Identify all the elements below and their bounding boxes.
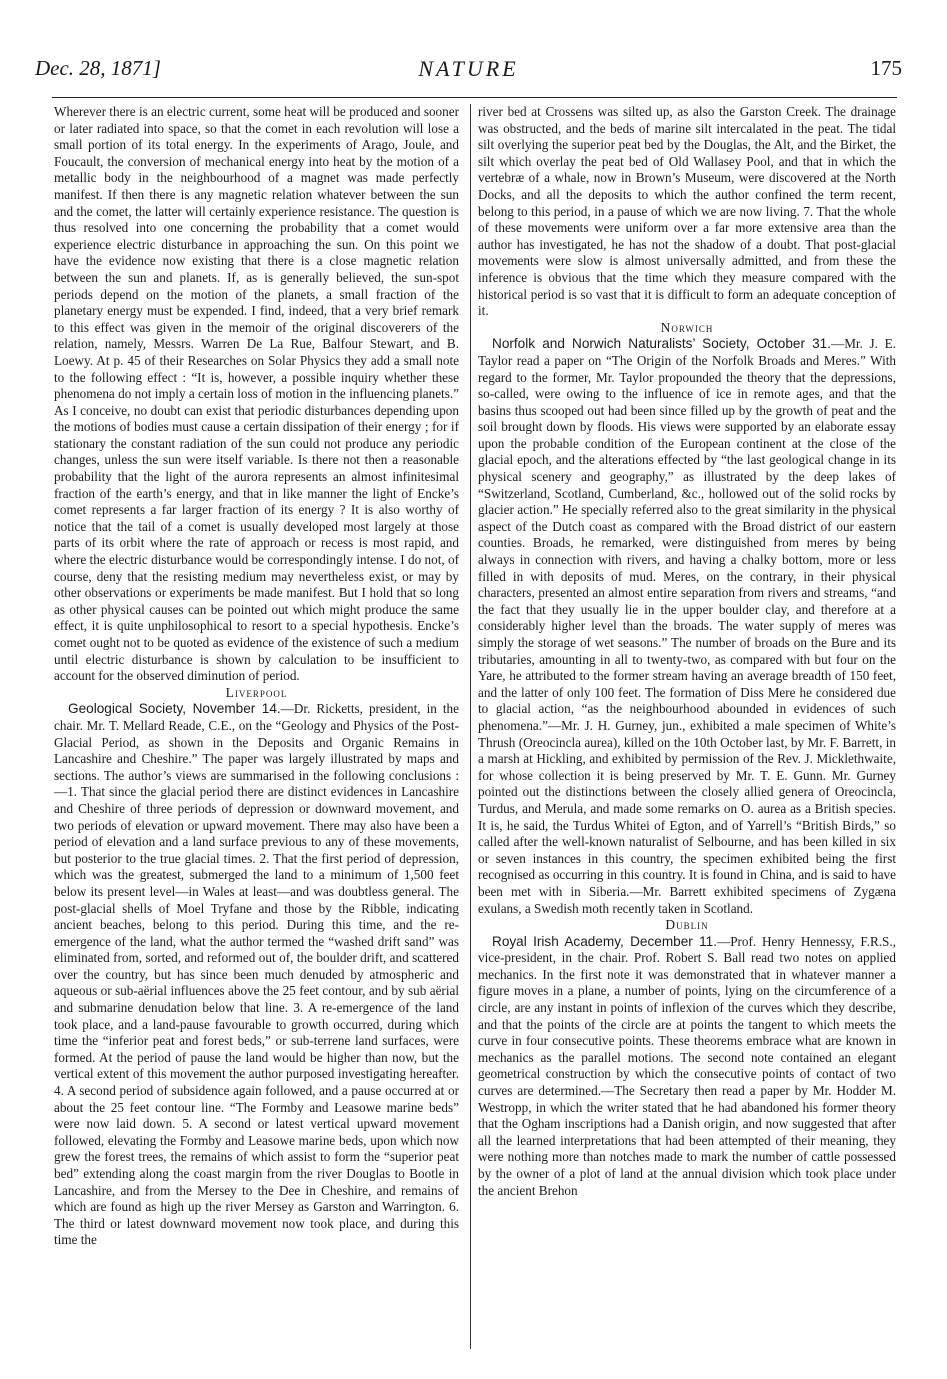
comet-paragraph: Wherever there is an electric current, some heat will be produced and sooner or later radiated into space, so that the comet in each revolution will lose a small portion of its total energy. In the experiments of Arago, Joule, and Foucault, the conversion of mechanical energy into heat by the motion of a metallic body in the neighbourhood of a magnet was made perfectly manifest. If then there is any magnetic relation whatever between the sun and the comet, the latter will certainly experience resistance. The question is thus resolved into one concerning the probability that a comet would experience electric disturbance in approaching the sun. On this point we have the evidence now existing that there is a close magnetic relation between the sun and planets. If, as is generally believed, the sun-spot periods depend on the motion of the planets, a small fraction of the planetary energy must be expended. I find, indeed, that a very brief remark to this effect was given in the memoir of the original discoverers of the relation, namely, Messrs. Warren De La Rue, Balfour Stewart, and B. Loewy. At p. 45 of their Researches on Solar Physics they add a small note to the following effect : “It is, however, a possible inquiry whether these phenomena do not imply a certain loss of motion in the influencing planets.” As I conceive, no doubt can exist that periodic disturbances depending upon the motions of bodies must cause a certain dissipation of their energy ; for if stationary the constant radiation of the sun could not produce any periodic changes, unless the sun were itself variable. Is there not then a reasonable probability that the light of the aurora represents an almost infinitesimal fraction of the earth’s energy, and that in like manner the light of Encke’s comet represents a far larger fraction of its energy ? It is also worthy of notice that the tail of a comet is usually developed most largely at those parts of its orbit where the rate of approach or recess is most rapid, and where the electric disturbance would be correspondingly intense. I do not, of course, deny that the resisting medium may nevertheless exist, or may by other observations or experiments be made manifest. But I hold that so long as other physical causes can be pointed out which might produce the same effect, it is quite unphilosophical to resort to a special hypothesis. Encke’s comet ought not to be quoted as evidence of the existence of such a medium until electric disturbance is shown by calculation to be insufficient to account for the observed diminution of period. xyxy=(54,104,459,684)
section-heading-liverpool: Liverpool xyxy=(225,684,288,700)
dublin-body: —Prof. Henry Hennessy, F.R.S., vice-president, in the chair. Prof. Robert S. Ball read two notes on applied mechanics. In the first note it was demonstrated that in whatever manner a figure moves in a plane, a number of points, lying on the circumference of a circle, are any instant in points of inflexion of the curves which they describe, and that the points of the circle are at points the tangent to which meets the curve in four consecutive points. These theorems embrace what are known in mechanics as the parallel motions. The second note contained an elegant geometrical construction by which the consecutive points of contact of two curves are determined.—The Secretary then read a paper by Mr. Hodder M. Westropp, in which the writer stated that he had abandoned his former theory that the Ogham inscriptions had a Danish origin, and now suggested that after all the learned interpretations that had been attempted of their meaning, they were nothing more than notches made to mark the number of cattle possessed by the owner of a plot of land at the annual division which took place under the ancient Brehon xyxy=(478,933,896,1198)
column-divider xyxy=(470,104,471,1349)
journal-title: NATURE xyxy=(418,56,519,81)
section-heading-norwich: Norwich xyxy=(660,319,714,335)
liverpool-body: —Dr. Ricketts, president, in the chair. Mr. T. Mellard Reade, C.E., on the “Geology and Physics of the Post-Glacial Period, as shown in the Deposits and Organic Remains in Lancashire and Cheshire.” The paper was largely illustrated by maps and sections. The author’s views are summarised in the following conclusions :—1. That since the glacial period there are distinct evidences in Lancashire and Cheshire of three periods of depression or downward movement, and two periods of elevation or upward movement. There may also have been a period of elevation and a land surface previous to any of these movements, but posterior to the true glacial times. 2. That the first period of depression, which was the greatest, submerged the land to a minimum of 1,500 feet below its present level—in Wales at least—and was doubtless general. The post-glacial shells of Moel Tryfane and those by the Ribble, indicating ancient beaches, belong to this period. During this time, and the re-emergence of the land, what the author termed the “washed drift sand” was eliminated from, sorted, and reformed out of, the boulder drift, and scattered over the country, but has since been much denuded by atmospheric and aqueous or sub-aërial influences above the 25 feet contour, and by sub aërial and submarine denudation below that line. 3. A re-emergence of the land took place, and a land-pause favourable to growth occurred, during which time the “inferior peat and forest beds,” or sub-terrene land surfaces, were formed. At the period of pause the land would be higher than now, but the vertical extent of this movement the author purposed investigating hereafter. 4. A second period of subsidence again followed, and a pause occurred at or about the 25 feet contour line. “The Formby and Leasowe marine beds” were now laid down. 5. A second or latest vertical upward movement followed, elevating the Formby and Leasowe marine beds, upon which now grew the forest trees, the remains of which assist to form the “superior peat bed” extending along the coast margin from the river Douglas to Bootle in Lancashire, and from the Mersey to the Dee in Cheshire, and remains of which are found as high up the river Mersey as Garston and Warrington. 6. The third or latest downward movement now took place, and during this time the xyxy=(54,701,459,1248)
left-column xyxy=(54,104,459,1249)
society-name-dublin: Royal Irish Academy, December 11. xyxy=(492,933,717,949)
liverpool-report xyxy=(54,701,459,1249)
norwich-report xyxy=(478,336,896,917)
page-number: 175 xyxy=(870,56,902,80)
society-name-norwich: Norfolk and Norwich Naturalists’ Society, October 31. xyxy=(492,336,832,352)
right-column xyxy=(478,104,896,1199)
continuation-paragraph: river bed at Crossens was silted up, as also the Garston Creek. The drainage was obstructed, and the beds of marine silt intercalated in the peat. The tidal silt overlying the superior peat bed by the Douglas, the Alt, and the Birket, the silt which overlay the peat bed of Old Wallasey Pool, and that in which the vertebræ of a whale, now in Brown’s Museum, were discovered at the North Docks, and all the deposits to which the author confined the term recent, belong to this period, in a pause of which we are now living. 7. That the whole of these movements were uniform over a far more extensive area than the author has investigated, he has not the shadow of a doubt. That post-glacial movements were slow is almost universally admitted, and from these the inference is obvious that the time which they measure compared with the historical period is so vast that it is difficult to form an adequate conception of it. xyxy=(478,104,896,319)
running-header xyxy=(35,56,902,92)
society-name-liverpool: Geological Society, November 14. xyxy=(68,701,281,717)
norwich-body: —Mr. J. E. Taylor read a paper on “The Origin of the Norfolk Broads and Meres.” With regard to the former, Mr. Taylor propounded the theory that the depressions, so-called, were owing to the influence of ice in remote ages, and that the basins thus scooped out had been since filled up by the growth of peat and the soil brought down by floods. His views were supported by an elaborate essay upon the probable condition of the European continent at the close of the glacial epoch, and the alterations effected by “the last geological change in its physical scenery and geography,” as illustrated by the deep lakes of “Switzerland, Scotland, Cumberland, &c., hollowed out of the solid rocks by glacier action.” He specially referred also to the great similarity in the physical aspect of the Dutch coast as compared with the Broad district of our eastern counties. Broads, he remarked, were distinguished from meres by being always in connection with rivers, and having a chalky bottom, more or less filled in with deposits of mud. Meres, on the contrary, in their physical characters, presented an almost entire separation from rivers and streams, “and the fact that they usually lie in the upper boulder clay, and therefore at a considerably higher level than the broads. The water supply of meres was simply the storage of wet seasons.” The number of broads on the Bure and its tributaries, amounting in all to twenty-two, as compared with but four on the Yare, he attributed to the former stream having an average breadth of 150 feet, and the latter of only 100 feet. The formation of Diss Mere he considered due to glacial action, “as the neighbourhood abounded in evidences of such phenomena.”—Mr. J. H. Gurney, jun., exhibited a male specimen of White’s Thrush (Oreocincla aurea), killed on the 10th October last, by Mr. F. Barrett, in a marsh at Hickling, and exhibited by permission of the Rev. J. Micklethwaite, for whose collection it is being preserved by Mr. T. E. Gunn. Mr. Gurney pointed out the distinctions between the closely allied genera of Oreocincla, Turdus, and Merula, and made some remarks on O. aurea as a British species. It is, he said, the Turdus Whitei of Egton, and of Yarrell’s “British Birds,” so called after the well-known naturalist of Selbourne, and has been killed in six or seven instances in this country, the specimen exhibited being the first recognised as occurring in this country. It is found in China, and is said to have been met with in Siberia.—Mr. Barrett exhibited specimens of Zygæna exulans, a Swedish moth recently taken in Scotland. xyxy=(478,336,896,916)
header-rule xyxy=(52,97,897,98)
dublin-report xyxy=(478,934,896,1200)
section-heading-dublin: Dublin xyxy=(665,917,709,933)
issue-date: Dec. 28, 1871] xyxy=(35,56,161,80)
